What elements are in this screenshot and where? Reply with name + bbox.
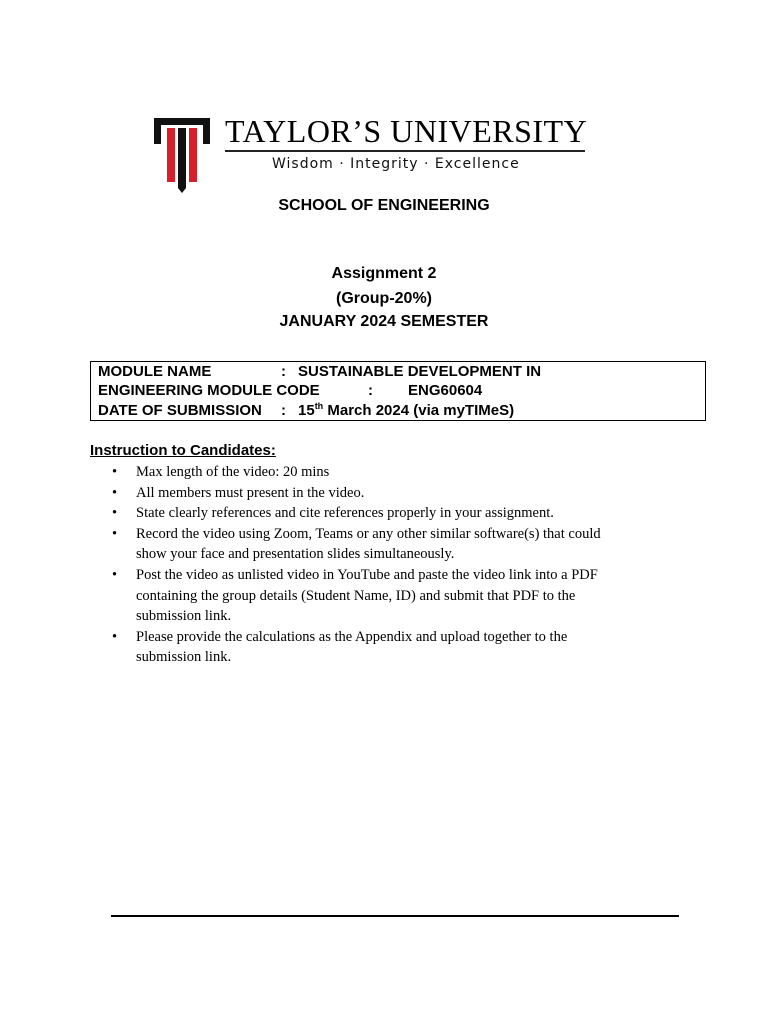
submission-day: 15 <box>298 402 315 419</box>
module-code-value: ENG60604 <box>408 382 483 399</box>
module-name-value: SUSTAINABLE DEVELOPMENT IN <box>298 363 542 380</box>
list-item-text: Record the video using Zoom, Teams or any other similar software(s) that could show your face and presentation slides simultaneously. <box>136 525 601 563</box>
logo-tagline: Wisdom · Integrity · Excellence <box>272 156 520 172</box>
footer-divider <box>111 915 679 917</box>
module-name-separator: : <box>281 363 286 380</box>
list-item <box>112 524 632 565</box>
semester: JANUARY 2024 SEMESTER <box>279 313 489 330</box>
shield-emblem-icon <box>151 112 215 194</box>
list-item-text: Max length of the video: 20 mins <box>136 464 330 480</box>
list-item <box>112 627 632 668</box>
logo-wordmark: TAYLOR’S UNIVERSITY <box>225 113 588 149</box>
school-name: SCHOOL OF ENGINEERING <box>278 197 490 214</box>
bullet-icon: • <box>112 505 118 522</box>
list-item-text: Post the video as unlisted video in YouTube and paste the video link into a PDF containing the group details (Student Name, ID) and submit that PDF to the submission link. <box>136 566 598 625</box>
submission-date-label: DATE OF SUBMISSION <box>98 402 262 419</box>
module-info-box <box>90 361 706 421</box>
list-item-text: State clearly references and cite references properly in your assignment. <box>136 505 554 522</box>
bullet-icon: • <box>112 525 118 542</box>
bullet-icon: • <box>112 628 118 645</box>
university-logo <box>151 112 587 194</box>
list-item <box>112 503 632 524</box>
submission-date-rest: March 2024 (via myTIMeS) <box>323 402 515 419</box>
bullet-icon: • <box>112 464 118 480</box>
assignment-title: Assignment 2 <box>331 265 437 282</box>
list-item-text: Please provide the calculations as the Appendix and upload together to the submission link. <box>136 628 568 666</box>
bullet-icon: • <box>112 484 118 501</box>
submission-date-value <box>298 401 514 421</box>
module-code-label: ENGINEERING MODULE CODE <box>98 382 320 399</box>
module-name-label: MODULE NAME <box>98 363 212 380</box>
instructions-list <box>112 462 632 668</box>
module-code-separator: : <box>368 382 373 399</box>
list-item <box>112 483 632 504</box>
submission-day-suffix: th <box>314 401 324 411</box>
list-item-text: All members must present in the video. <box>136 484 365 501</box>
list-item <box>112 565 632 627</box>
list-item <box>112 462 632 483</box>
submission-date-separator: : <box>281 402 286 419</box>
logo-divider <box>225 150 585 152</box>
instructions-heading: Instruction to Candidates: <box>90 442 276 459</box>
bullet-icon: • <box>112 566 118 583</box>
group-weight: (Group-20%) <box>336 290 432 307</box>
